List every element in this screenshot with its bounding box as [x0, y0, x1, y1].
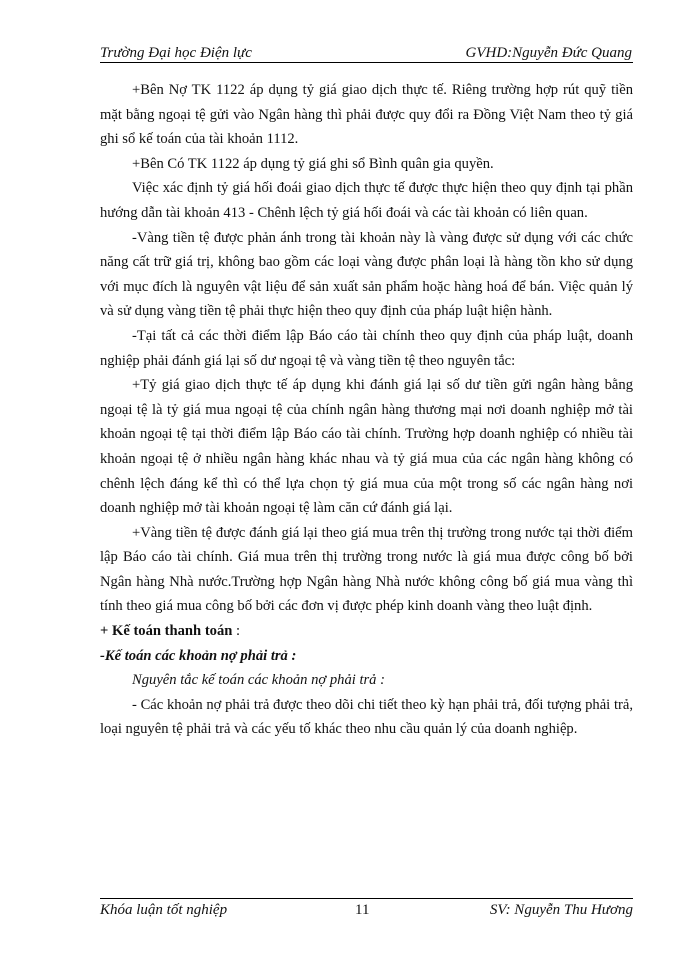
heading-payment-accounting-colon: :: [232, 623, 241, 640]
footer-student-name: SV: Nguyễn Thu Hương: [489, 902, 633, 918]
paragraph-bank-rate: +Tỷ giá giao dịch thực tế áp dụng khi đánh giá lại số dư tiền gửi ngân hàng bằng ngoại tệ là tỷ giá mua ngoại tệ của chính ngân hàng thương mại nơi doanh nghiệp mở tài khoản ngoại tệ tại thời điểm lập Báo cáo tài chính. Trường hợp doanh nghiệp có nhiều tài khoản ngoại tệ ở nhiều ngân hàng khác nhau và tỷ giá mua của các ngân hàng không có chênh lệch đáng kể thì có thể lựa chọn tỷ giá mua của một trong số các ngân hàng nơi doanh nghiệp mở tài khoản ngoại tệ làm căn cứ đánh giá lại.: [100, 377, 633, 517]
paragraph-monetary-gold: -Vàng tiền tệ được phản ánh trong tài khoản này là vàng được sử dụng với các chức năng cất trữ giá trị, không bao gồm các loại vàng được phân loại là hàng tồn kho sử dụng với mục đích là nguyên vật liệu để sản xuất sản phẩm hoặc hàng hoá để bán. Việc quản lý và sử dụng vàng tiền tệ phải thực hiện theo quy định của pháp luật hiện hành.: [100, 229, 633, 320]
paragraph-gold-revaluation: +Vàng tiền tệ được đánh giá lại theo giá mua trên thị trường trong nước tại thời điểm lập Báo cáo tài chính. Giá mua trên thị trường trong nước là giá mua được công bố bởi Ngân hàng Nhà nước.Trường hợp Ngân hàng Nhà nước không công bố giá mua vàng thì tính theo giá mua công bố bởi các đơn vị được phép kinh doanh vàng theo luật định.: [100, 524, 633, 615]
paragraph-payables-tracking: - Các khoản nợ phải trả được theo dõi chi tiết theo kỳ hạn phải trả, đối tượng phải trả, loại nguyên tệ phải trả và các yếu tố khác theo nhu cầu quản lý của doanh nghiệp.: [100, 696, 633, 738]
footer-divider: [100, 898, 633, 899]
paragraph-exchange-rate: Việc xác định tỷ giá hối đoái giao dịch thực tế được thực hiện theo quy định tại phần hướng dẫn tài khoản 413 - Chênh lệch tỷ giá hối đoái và các tài khoản có liên quan.: [100, 180, 633, 221]
paragraph-credit-1122: +Bên Có TK 1122 áp dụng tỷ giá ghi sổ Bình quân gia quyền.: [132, 155, 494, 172]
header-divider: [100, 62, 633, 63]
header-university: Trường Đại học Điện lực: [100, 45, 252, 61]
heading-payment-accounting-label: + Kế toán thanh toán: [100, 623, 233, 640]
header-advisor: GVHD:Nguyễn Đức Quang: [465, 45, 632, 61]
footer-thesis-label: Khóa luận tốt nghiệp: [100, 902, 228, 918]
paragraph-debit-1122: +Bên Nợ TK 1122 áp dụng tỷ giá giao dịch thực tế. Riêng trường hợp rút quỹ tiền mặt bằng ngoại tệ gửi vào Ngân hàng thì phải được quy đổi ra Đồng Việt Nam theo tỷ giá ghi sổ kế toán của tài khoản 1112.: [100, 82, 633, 148]
page-footer: [100, 900, 633, 922]
page-header: [100, 36, 632, 62]
heading-payment-accounting: [100, 619, 633, 644]
page-number: 11: [355, 902, 370, 918]
heading-payables-principles: Nguyên tắc kế toán các khoản nợ phải trả :: [132, 672, 385, 689]
heading-payables: -Kế toán các khoản nợ phải trả :: [100, 647, 297, 664]
paragraph-revaluation: -Tại tất cả các thời điểm lập Báo cáo tài chính theo quy định của pháp luật, doanh nghiệp phải đánh giá lại số dư ngoại tệ và vàng tiền tệ theo nguyên tắc:: [100, 327, 633, 369]
document-body: [100, 78, 633, 742]
